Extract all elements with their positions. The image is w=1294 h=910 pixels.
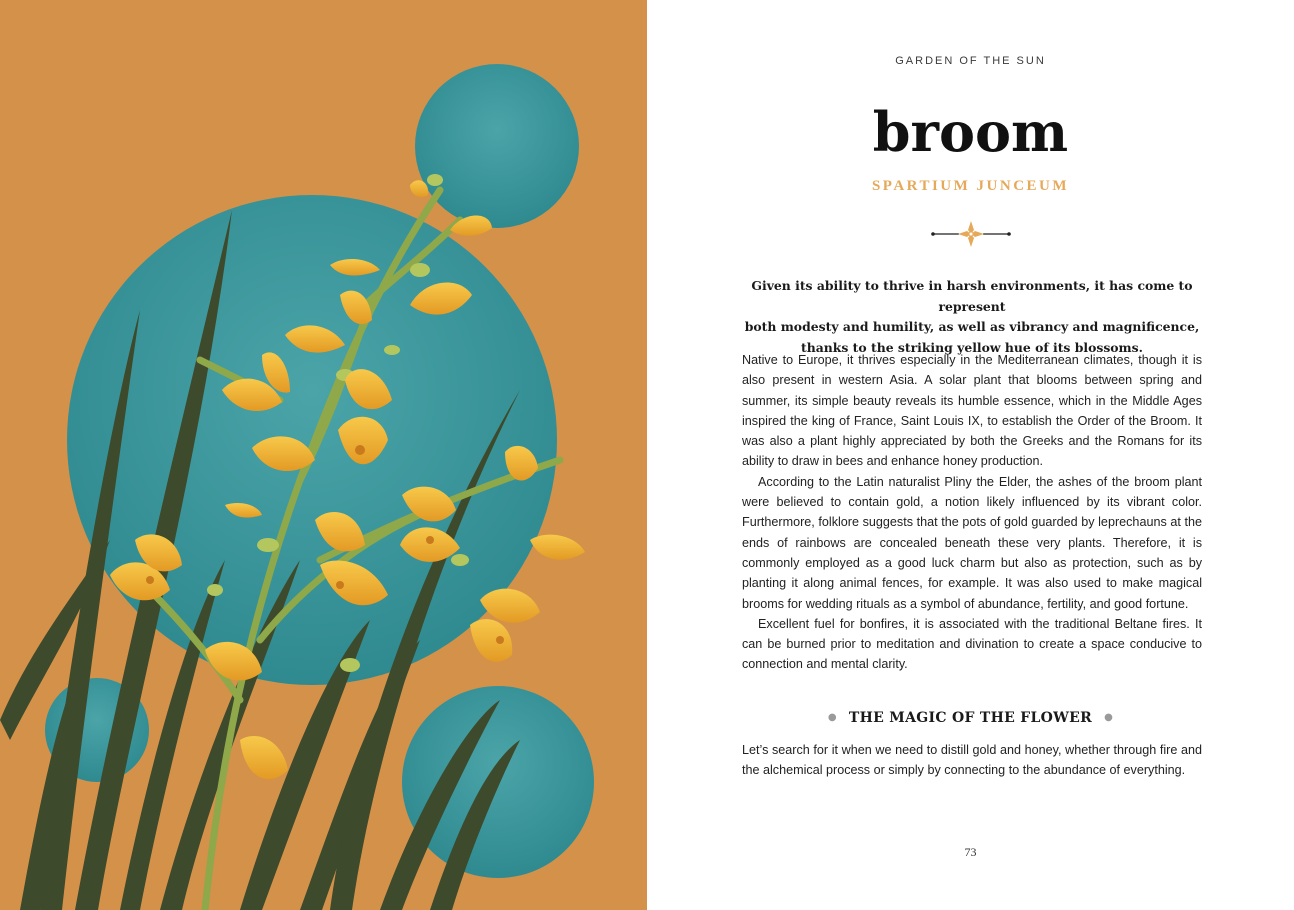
lead-line: Given its ability to thrive in harsh environments, it has come to represent (751, 278, 1193, 314)
page-title: broom (872, 100, 1069, 164)
text-page (647, 0, 1294, 910)
ornament-divider-icon (929, 218, 1013, 250)
page-number: 73 (964, 845, 977, 859)
body-paragraph: Native to Europe, it thrives especially in the Mediterranean climates, though it is also present in western Asia. A solar plant that blooms between spring and summer, its simple beauty reveals its humble essence, which in the Middle Ages inspired the king of France, Saint Louis IX, to establish the Order of the Broom. It was also a plant highly appreciated by both the Greeks and the Romans for its ability to draw in bees and enhance honey production. (742, 353, 1202, 469)
body-paragraph: Excellent fuel for bonfires, it is associated with the traditional Beltane fires. It can be burned prior to meditation and divination to create a space conducive to connection and mental clarity. (742, 616, 1202, 672)
section-heading (647, 710, 1294, 726)
body-paragraph: According to the Latin naturalist Pliny the Elder, the ashes of the broom plant were believed to contain gold, a notion likely influenced by its vibrant color. Furthermore, folklore suggests that the pots of gold guarded by leprechauns at the ends of rainbows are concealed beneath these very plants. Therefore, it is commonly employed as a good luck charm but also as protection, such as by planting it along animal fences, for example. It was also used to make magical brooms for wedding rituals as a symbol of abundance, fertility, and good fortune. (742, 474, 1202, 611)
body-text (742, 350, 1202, 675)
lead-line: thanks to the striking yellow hue of its blossoms. (801, 339, 1143, 355)
bullet-dot-icon: ● (827, 712, 837, 723)
latin-name: SPARTIUM JUNCEUM (871, 178, 1070, 194)
lead-paragraph (742, 276, 1202, 358)
section-text: Let’s search for it when we need to distill gold and honey, whether through fire and the alchemical process or simply by connecting to the abundance of everything. (742, 743, 1202, 778)
bullet-dot-icon: ● (1104, 712, 1114, 723)
top-teal-circle (415, 64, 579, 228)
section-heading-text: THE MAGIC OF THE FLOWER (848, 710, 1093, 726)
lead-line: both modesty and humility, as well as vibrancy and magnificence, (744, 319, 1200, 334)
running-head: GARDEN OF THE SUN (895, 55, 1046, 67)
